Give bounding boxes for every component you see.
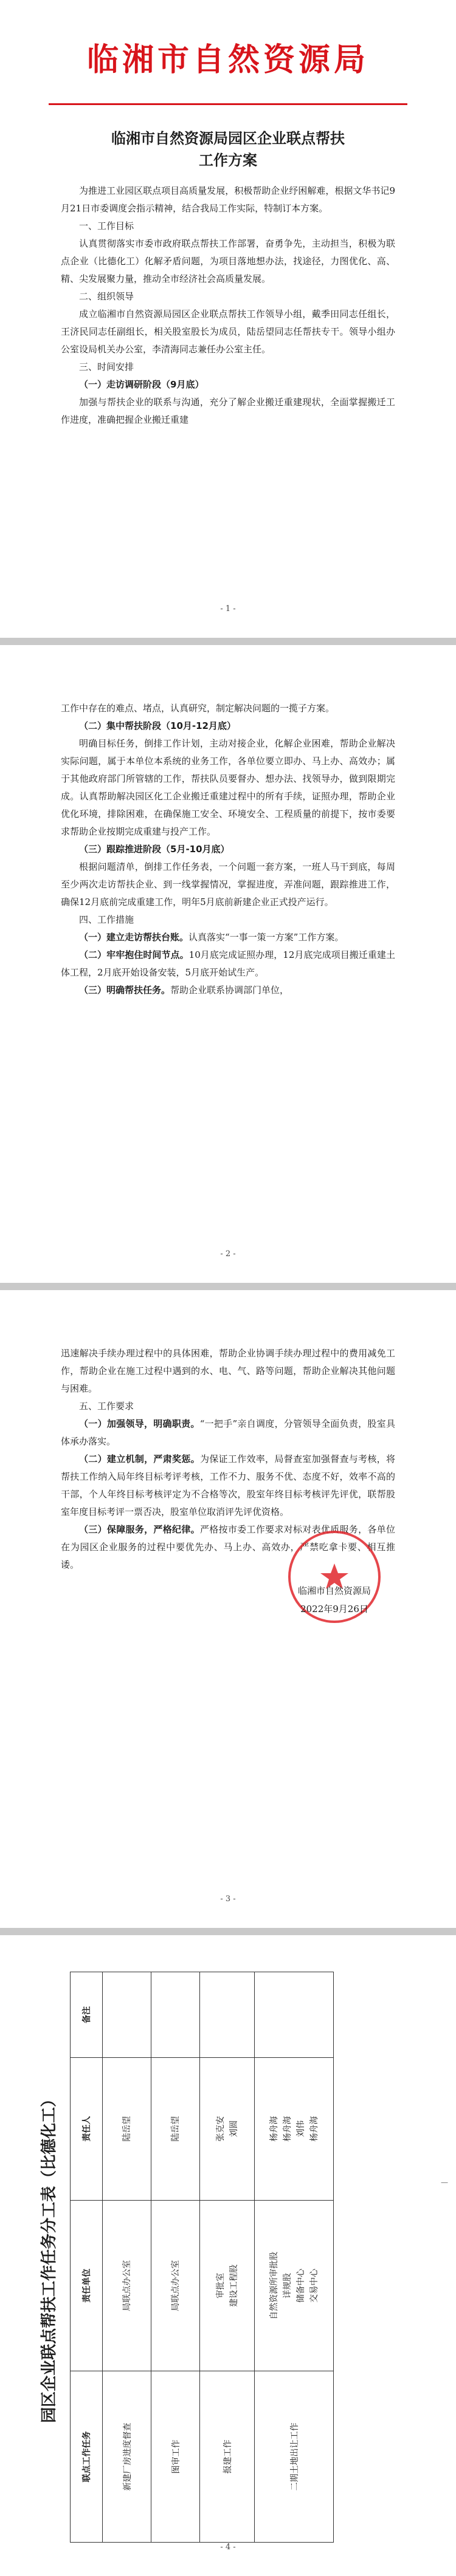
intro-paragraph: 为推进工业园区联点项目高质量发展，积极帮助企业纾困解难，根据文华书记9月21日市委调度会指示精神，结合我局工作实际，特制订本方案。 [61,185,395,214]
table-row [255,1972,334,2543]
phase-1-paragraph: 加强与帮扶企业的联系与沟通，充分了解企业搬迁重建现状，全面掌握搬迁工作进度，准确把握企业搬迁重建 [61,397,395,425]
document-title [61,128,395,171]
issuing-organization-header: 临湘市自然资源局 [86,42,369,78]
cell-task: 报建工作 [200,2371,255,2543]
cell-unit: 审批室 建设工程股 [200,2200,255,2371]
section-heading-schedule: 三、时间安排 [79,361,134,372]
document-page-2 [0,645,456,1283]
measure-1 [61,929,395,946]
goal-paragraph: 认真贯彻落实市委市政府联点帮扶工作部署，奋勇争先，主动担当，积极为联点企业（比德化工）化解矛盾问题，为项目落地想办法，找途径，力图优化、高、精、尖发展聚力量，推动全市经济社会高质量发展。 [61,238,395,284]
cell-person: 陆岳望 [103,2057,151,2200]
measure-2-title: （二）牢牢抱住时间节点。 [79,949,189,960]
section-heading-goal: 一、工作目标 [79,220,134,231]
requirement-2-title: （二）建立机制，严肃奖惩。 [79,1454,200,1464]
measure-1-title: （一）建立走访帮扶台账。 [79,932,189,943]
document-page-1 [0,0,456,638]
page-number: - 4 - [220,2543,236,2552]
requirement-1-text: “一把手”亲自调度，分管领导全面负责，股室具体承办落实。 [61,1418,395,1447]
table-row [200,1972,255,2543]
page-number: - 2 - [220,1249,236,1259]
header-note: 备注 [71,1972,103,2058]
requirement-2 [61,1450,395,1521]
cell-note [103,1972,151,2058]
cell-task: 新建厂房进度督查 [103,2371,151,2543]
measure-3-title: （三）明确帮扶任务。 [79,985,171,996]
section-heading-measures: 四、工作措施 [79,914,134,925]
cell-person: 陆岳望 [151,2057,200,2200]
signing-organization: 临湘市自然资源局 [297,1585,371,1596]
table-row [103,1972,151,2543]
requirement-3-title: （三）保障服务，严格纪律。 [79,1524,200,1535]
cell-task: 图审工作 [151,2371,200,2543]
page-side-mark: — [441,2178,448,2187]
measure-2 [61,946,395,982]
page-number: - 1 - [220,604,236,613]
cell-unit: 自然资源所审批股 详规股 储备中心 交易中心 [255,2200,334,2371]
requirement-2-text: 为保证工作效率，局督查室加强督查与考核，将帮扶工作纳入局年终目标考评考核，工作不力、服务不优、态度不好，效率不高的干部，个人年终目标考核评定为不合格等次，股室年终目标考核评先评优，联帮股室年度目标考评一票否决，股室单位取消评先评优资格。 [61,1454,395,1517]
cell-unit: 局联点办公室 [103,2200,151,2371]
page-1-body [61,182,395,429]
signature-block [268,1582,401,1618]
requirement-3-text: 严格按市委工作要求对标对表优质服务，各单位在为园区企业服务的过程中要优先办、马上办、高效办，严禁吃拿卡要、相互推诿。 [61,1524,395,1570]
organization-paragraph: 成立临湘市自然资源局园区企业联点帮扶工作领导小组，戴季田同志任组长，王济民同志任副组长，相关股室股长为成员，陆岳望同志任帮扶专干。领导小组办公室设局机关办公室，李清海同志兼任办公室主任。 [61,309,395,355]
document-page-4 [0,1935,456,2576]
cell-note [151,1972,200,2058]
table-header-row [71,1972,103,2543]
section-heading-requirements: 五、工作要求 [79,1401,134,1412]
header-person: 责任人 [71,2057,103,2200]
table-title: 园区企业联点帮扶工作任务分工表（比德化工） [40,2091,58,2424]
rotated-table-container [36,1966,413,2549]
header-unit: 责任单位 [71,2200,103,2371]
measure-2-text: 10月底完成证照办理，12月底完成项目搬迁重建土体工程，2月底开始设备安装，5月底开始试生产。 [61,949,395,978]
red-separator-line [49,103,407,105]
measure-1-text: 认真落实“一事一策一方案”工作方案。 [188,932,344,943]
measure-3 [61,982,395,999]
phase-3-heading: （三）跟踪推进阶段（5月-10月底） [79,844,230,855]
cell-person: 张克安 刘圆 [200,2057,255,2200]
cell-note [200,1972,255,2058]
requirement-1-title: （一）加强领导，明确职责。 [79,1418,200,1429]
task-assignment-table [70,1972,334,2543]
title-line-2: 工作方案 [199,152,257,169]
measure-3-text: 帮助企业联系协调部门单位， [170,985,289,996]
page-number: - 3 - [220,1894,236,1904]
document-page-3 [0,1290,456,1928]
measure-3-continuation: 迅速解决手续办理过程中的具体困难，帮助企业协调手续办理过程中的费用减免工作，帮助企业在施工过程中遇到的水、电、气、路等问题，帮助企业解决其他问题与困难。 [61,1348,395,1394]
phase-1-heading: （一）走访调研阶段（9月底） [79,379,204,390]
requirement-1 [61,1415,395,1450]
phase-2-heading: （二）集中帮扶阶段（10月-12月底） [79,720,236,731]
phase-3-paragraph: 根据问题清单，倒排工作任务表，一个问题一套方案，一班人马干到底，每周至少两次走访帮扶企业、到一线掌握情况，掌握进度，弄准问题，跟踪推进工作，确保12月底前完成重建工作，明年5月底前新建企业正式投产运行。 [61,861,395,907]
phase-2-paragraph: 明确目标任务，倒排工作计划，主动对接企业，化解企业困难，帮助企业解决实际问题，属于本单位本系统的业务工作，各单位要立即办、马上办、高效办；属于其他政府部门所管辖的工作，帮扶队员要督办、想办法、找领导办，做到限期完成。认真帮助解决园区化工企业搬迁重建过程中的所有手续，证照办理，帮助企业优化环境，排除困难，在确保施工安全、环境安全、工程质量的前提下，按市委要求帮助企业按期完成重建与投产工作。 [61,738,395,837]
phase-1-continuation: 工作中存在的难点、堵点，认真研究，制定解决问题的一揽子方案。 [61,703,335,714]
header-task: 联点工作任务 [71,2371,103,2543]
section-heading-organization: 二、组织领导 [79,291,134,302]
page-2-body [61,700,395,999]
table-row [151,1972,200,2543]
signing-date: 2022年9月26日 [300,1604,368,1614]
title-line-1: 临湘市自然资源局园区企业联点帮扶 [111,130,345,147]
cell-unit: 局联点办公室 [151,2200,200,2371]
cell-person: 杨舟海 杨舟海 刘伟 杨舟海 [255,2057,334,2200]
cell-note [255,1972,334,2058]
cell-task: 二期土地出让工作 [255,2371,334,2543]
